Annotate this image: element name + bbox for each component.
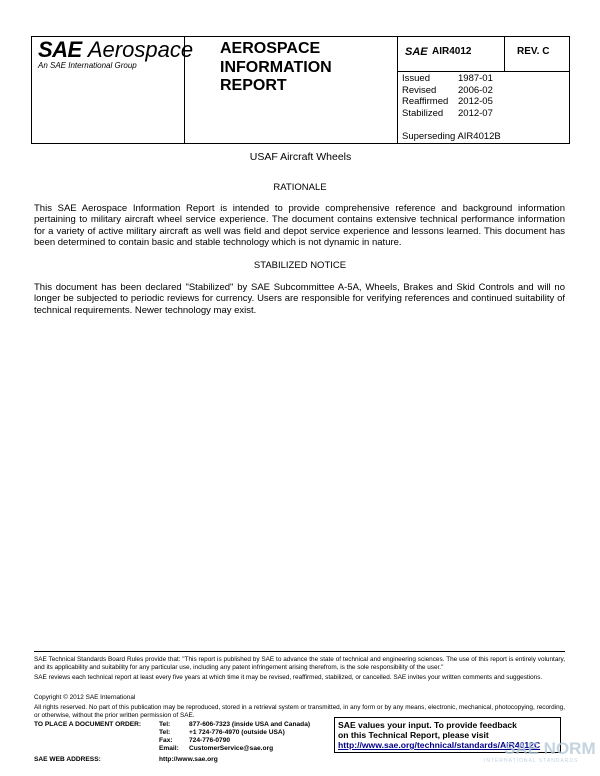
feedback-text: SAE values your input. To provide feedback xyxy=(338,720,517,730)
date-row xyxy=(402,85,493,97)
rationale-paragraph: This SAE Aerospace Information Report is intended to provide comprehensive reference and background information pertaining to military aircraft wheel service experience. The document contains extensive technical performance information for a variety of active military aircraft as well was field and depot service experience and lessons learned. This document has been determined to contain basic and stable technology which is not dynamic in nature. xyxy=(34,203,565,248)
web-address-label: SAE WEB ADDRESS: xyxy=(34,756,101,763)
divider xyxy=(397,37,398,144)
doc-type-line: INFORMATION xyxy=(220,58,332,76)
date-value: 1987-01 xyxy=(458,73,493,84)
document-type xyxy=(220,40,332,96)
date-value: 2006-02 xyxy=(458,84,493,96)
feedback-text: on this Technical Report, please visit xyxy=(338,730,489,740)
sae-mark: SAE xyxy=(405,46,428,58)
document-number: AIR4012 xyxy=(432,46,472,57)
stabilized-paragraph: This document has been declared "Stabilized" by SAE Subcommittee A-5A, Wheels, Brakes and Skid Controls and will no longer be subjected to periodic reviews for currency. Users are responsible for verifying references and continued suitability of technical requirements. Newer technology may exist. xyxy=(34,282,565,316)
sae-norm-watermark xyxy=(484,739,596,764)
rights-text: All rights reserved. No part of this publication may be reproduced, stored in a retrieval system or transmitted, in any form or by any means, electronic, mechanical, photocopying, recording, or otherwise, without the prior written permission of SAE. xyxy=(34,704,565,719)
contact-key: Tel: xyxy=(159,721,171,728)
superseding-note: Superseding AIR4012B xyxy=(402,131,501,142)
date-row xyxy=(402,96,493,108)
watermark-subtext: INTERNATIONAL STANDARDS xyxy=(484,758,579,764)
doc-type-line: REPORT xyxy=(220,77,287,94)
divider xyxy=(32,143,569,144)
date-label: Revised xyxy=(402,84,437,96)
contact-phone[interactable]: 877-606-7323 (inside USA and Canada) xyxy=(189,721,311,728)
tsb-rules-text: SAE Technical Standards Board Rules provide that: "This report is published by SAE to advance the state of technical and engineering sciences. The use of this report is entirely voluntary, and its applicability and suitability for any particular use, including any patent infringement arising therefrom, is the sole responsibility of the user." xyxy=(34,656,565,671)
logo-brand: SAE xyxy=(38,37,82,62)
copyright-text: Copyright © 2012 SAE International xyxy=(34,694,136,701)
contact-key: Fax: xyxy=(159,737,173,744)
stabilized-heading: STABILIZED NOTICE xyxy=(253,260,347,271)
divider xyxy=(504,37,505,71)
logo-name: Aerospace xyxy=(87,37,194,62)
date-row xyxy=(402,73,493,85)
date-label: Issued xyxy=(402,73,430,84)
contact-key: Email: xyxy=(159,745,179,752)
divider xyxy=(397,71,569,72)
document-header xyxy=(31,36,570,163)
date-label: Stabilized xyxy=(402,107,444,119)
sae-aerospace-logo xyxy=(38,37,193,63)
rationale-heading: RATIONALE xyxy=(273,182,327,193)
date-value: 2012-07 xyxy=(458,107,493,119)
contact-key: Tel: xyxy=(159,729,171,736)
order-label: TO PLACE A DOCUMENT ORDER: xyxy=(34,721,142,728)
feedback-link[interactable]: http://www.sae.org/technical/standards/AIR4012C xyxy=(338,740,541,750)
doc-type-line: AEROSPACE xyxy=(220,40,321,57)
document-title: USAF Aircraft Wheels xyxy=(249,151,352,163)
footer-divider xyxy=(34,651,565,652)
review-text: SAE reviews each technical report at least every five years at which time it may be revised, reaffirmed, stabilized, or cancelled. SAE invites your written comments and suggestions. xyxy=(34,674,543,681)
date-list xyxy=(402,73,493,119)
revision-label: REV. C xyxy=(517,46,550,57)
watermark-text: SAE NORM xyxy=(504,739,596,758)
web-address-link[interactable]: http://www.sae.org xyxy=(159,756,218,763)
contact-fax: 724-776-0790 xyxy=(189,737,231,744)
contact-phone[interactable]: +1 724-776-4970 (outside USA) xyxy=(189,729,285,736)
date-label: Reaffirmed xyxy=(402,96,449,107)
date-value: 2012-05 xyxy=(458,96,493,107)
contact-email-link[interactable]: CustomerService@sae.org xyxy=(189,745,274,752)
logo-tagline: An SAE International Group xyxy=(38,61,137,70)
date-row xyxy=(402,108,493,120)
